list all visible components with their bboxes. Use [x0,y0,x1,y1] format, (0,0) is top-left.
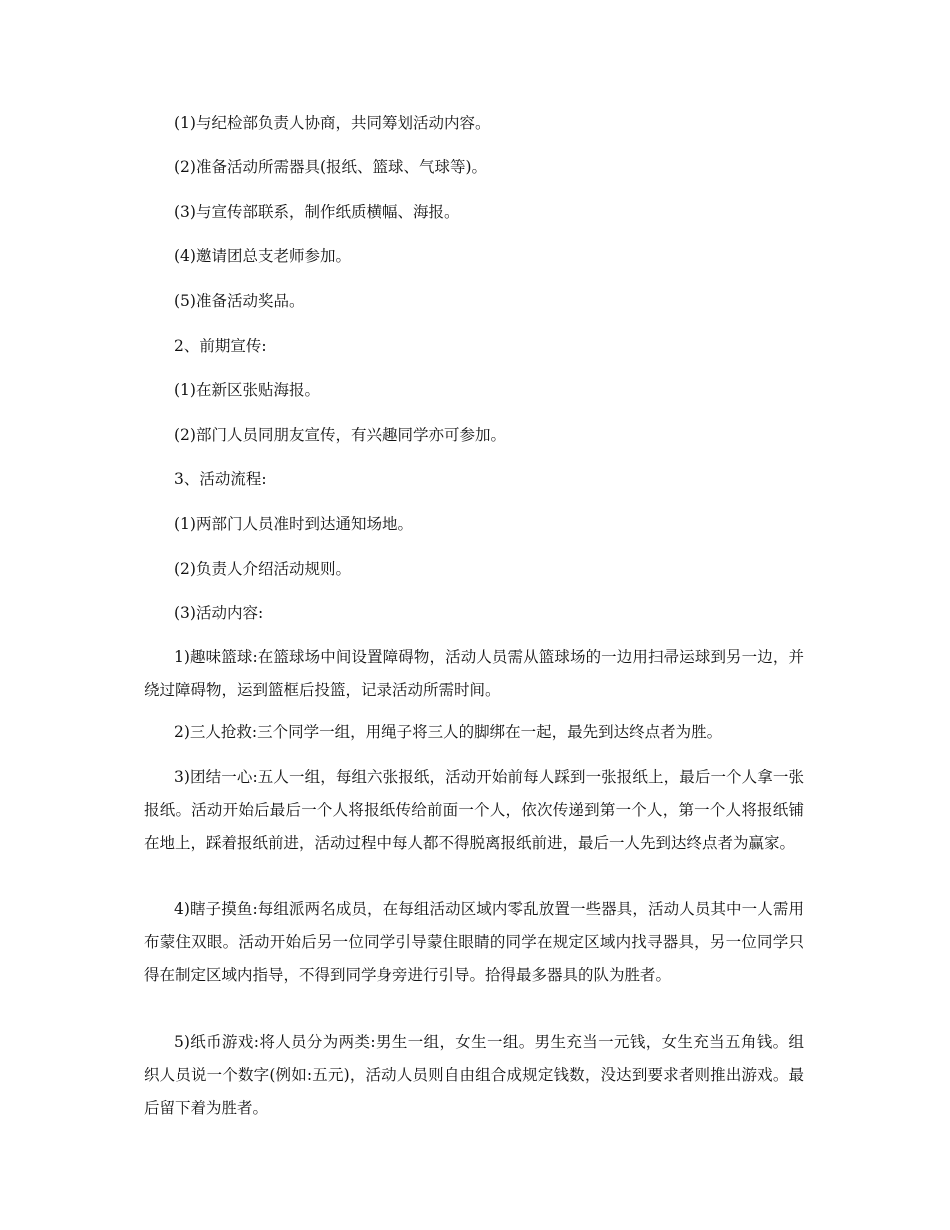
activity-paragraph: 3)团结一心:五人一组，每组六张报纸，活动开始前每人踩到一张报纸上，最后一个人拿一张报纸。活动开始后最后一个人将报纸传给前面一个人，依次传递到第一个人，第一个人将报纸铺在地上，踩着报纸前进，活动过程中每人都不得脱离报纸前进，最后一人先到达终点者为赢家。 [144,768,804,852]
activity-paragraph: 4)瞎子摸鱼:每组派两名成员，在每组活动区域内零乱放置一些器具，活动人员其中一人需用布蒙住双眼。活动开始后另一位同学引导蒙住眼睛的同学在规定区域内找寻器具，另一位同学只得在制定区域内指导，不得到同学身旁进行引导。拾得最多器具的队为胜者。 [144,900,804,984]
list-item: (1)在新区张贴海报。 [174,381,320,399]
activity-paragraph: 5)纸币游戏:将人员分为两类:男生一组，女生一组。男生充当一元钱，女生充当五角钱。组织人员说一个数字(例如:五元)，活动人员则自由组合成规定钱数，没达到要求者则推出游戏。最后留下着为胜者。 [144,1033,804,1117]
activity-paragraph: 2)三人抢救:三个同学一组，用绳子将三人的脚绑在一起，最先到达终点者为胜。 [174,723,723,741]
section-heading: 2、前期宣传: [174,337,267,355]
section-heading: 3、活动流程: [174,470,267,488]
list-item: (1)两部门人员准时到达通知场地。 [174,515,413,533]
list-item: (5)准备活动奖品。 [174,292,305,310]
list-item: (1)与纪检部负责人协商，共同筹划活动内容。 [174,114,491,132]
list-item: (4)邀请团总支老师参加。 [174,247,351,265]
list-item: (3)活动内容: [174,604,264,622]
list-item: (2)负责人介绍活动规则。 [174,560,351,578]
list-item: (3)与宣传部联系，制作纸质横幅、海报。 [174,203,460,221]
list-item: (2)部门人员同朋友宣传，有兴趣同学亦可参加。 [174,426,506,444]
list-item: (2)准备活动所需器具(报纸、篮球、气球等)。 [174,158,488,176]
activity-paragraph: 1)趣味篮球:在篮球场中间设置障碍物，活动人员需从篮球场的一边用扫帚运球到另一边，并绕过障碍物，运到篮框后投篮，记录活动所需时间。 [144,648,804,699]
